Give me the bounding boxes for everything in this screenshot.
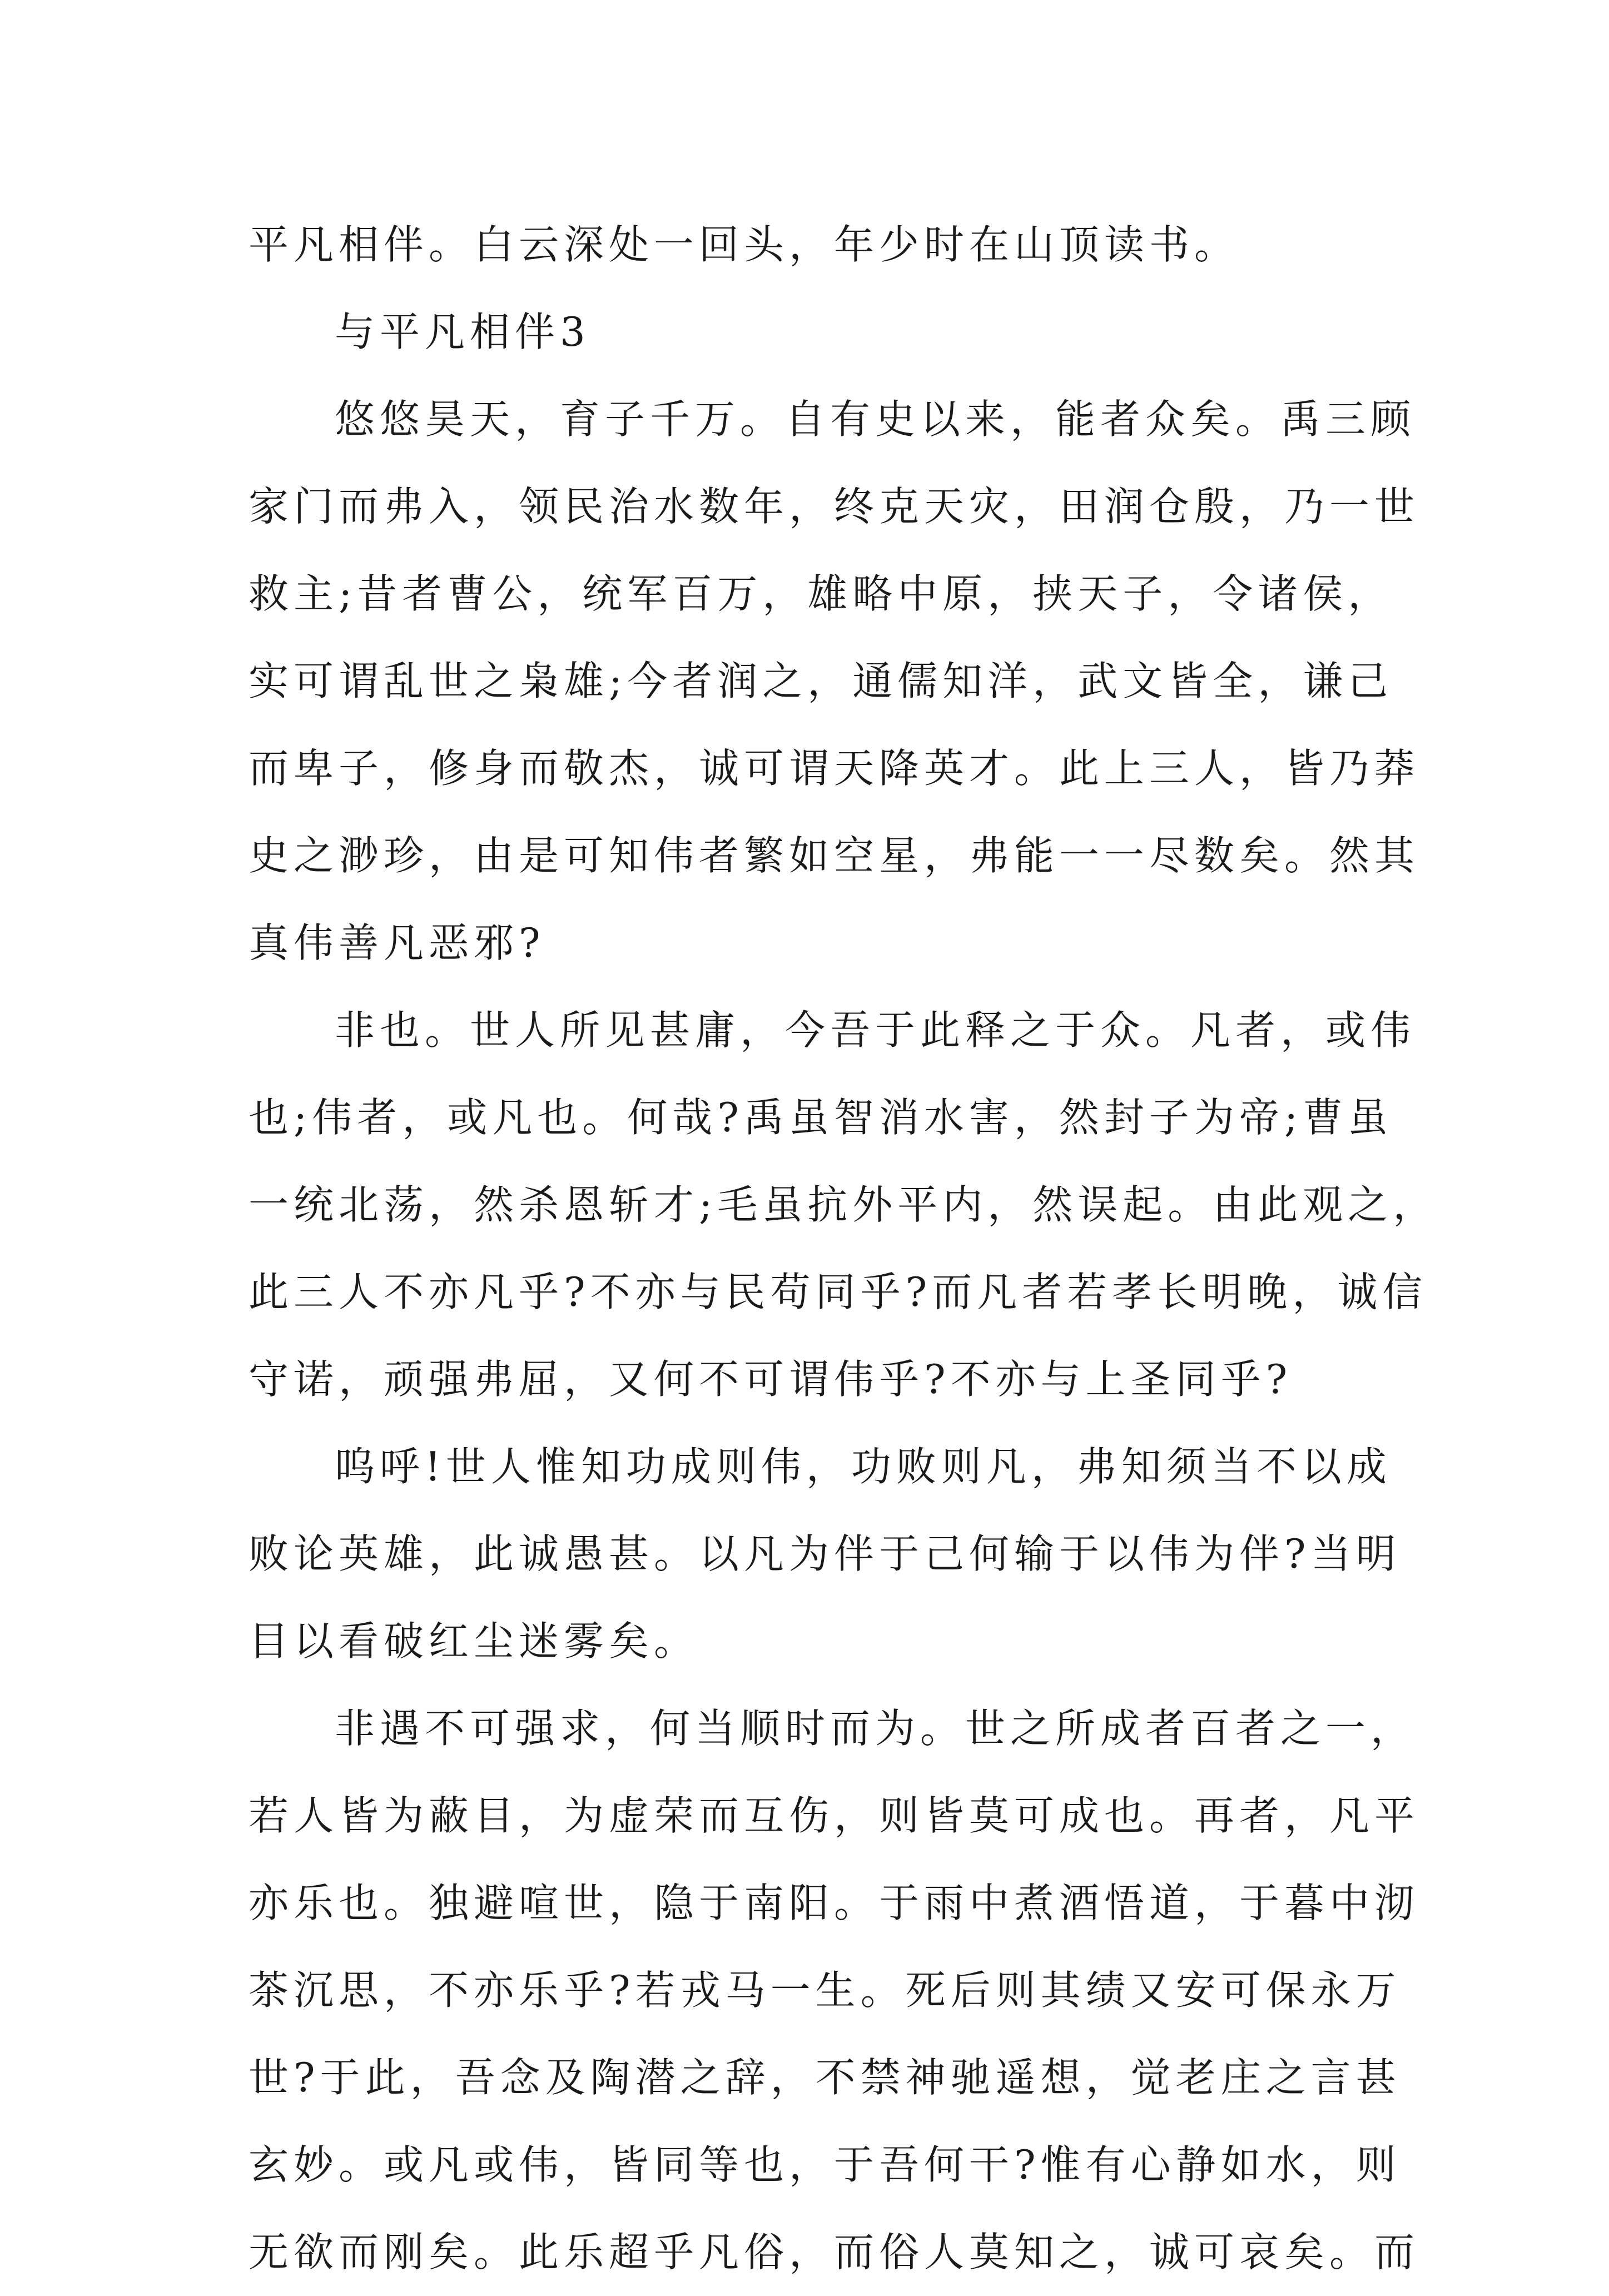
text-line: 真伟善凡恶邪? — [249, 920, 545, 966]
text-line: 实可谓乱世之枭雄;今者润之，通儒知洋，武文皆全，谦己 — [249, 658, 1393, 704]
text-line: 呜呼!世人惟知功成则伟，功败则凡，弗知须当不以成 — [335, 1443, 1392, 1490]
text-line: 家门而弗入，领民治水数年，终克天灾，田润仓殷，乃一世 — [249, 483, 1420, 530]
text-line: 若人皆为蔽目，为虚荣而互伤，则皆莫可成也。再者，凡平 — [249, 1792, 1420, 1839]
text-line: 非遇不可强求，何当顺时而为。世之所成者百者之一， — [335, 1705, 1416, 1752]
text-line: 史之渺珍，由是可知伟者繁如空星，弗能一一尽数矣。然其 — [249, 832, 1420, 879]
text-line: 玄妙。或凡或伟，皆同等也，于吾何干?惟有心静如水，则 — [249, 2141, 1401, 2188]
text-line: 此三人不亦凡乎?不亦与民苟同乎?而凡者若孝长明晚，诚信 — [249, 1269, 1428, 1315]
text-line: 非也。世人所见甚庸，今吾于此释之于众。凡者，或伟 — [335, 1007, 1416, 1053]
text-line: 茶沉思，不亦乐乎?若戎马一生。死后则其绩又安可保永万 — [249, 1967, 1401, 2014]
text-line: 也;伟者，或凡也。何哉?禹虽智消水害，然封子为帝;曹虽 — [249, 1094, 1393, 1141]
text-line: 目以看破红尘迷雾矣。 — [249, 1618, 699, 1664]
text-line: 平凡相伴。白云深处一回头，年少时在山顶读书。 — [249, 221, 1240, 268]
text-line: 而卑子，修身而敬杰，诚可谓天降英才。此上三人，皆乃莽 — [249, 745, 1420, 792]
text-line: 悠悠昊天，育子千万。自有史以来，能者众矣。禹三顾 — [335, 396, 1416, 443]
section-heading: 与平凡相伴3 — [335, 309, 590, 355]
document-body — [249, 201, 1438, 2296]
text-line: 世?于此，吾念及陶潜之辞，不禁神驰遥想，觉老庄之言甚 — [249, 2054, 1401, 2101]
text-line: 一统北荡，然杀恩斩才;毛虽抗外平内，然误起。由此观之， — [249, 1181, 1438, 1228]
text-line: 败论英雄，此诚愚甚。以凡为伴于己何输于以伟为伴?当明 — [249, 1530, 1401, 1577]
text-line: 救主;昔者曹公，统军百万，雄略中原，挟天子，令诸侯， — [249, 570, 1393, 617]
text-line: 守诺，顽强弗屈，又何不可谓伟乎?不亦与上圣同乎? — [249, 1356, 1293, 1403]
text-line: 亦乐也。独避喧世，隐于南阳。于雨中煮酒悟道，于暮中沏 — [249, 1880, 1420, 1926]
text-line: 无欲而刚矣。此乐超乎凡俗，而俗人莫知之，诚可哀矣。而 — [249, 2229, 1420, 2275]
